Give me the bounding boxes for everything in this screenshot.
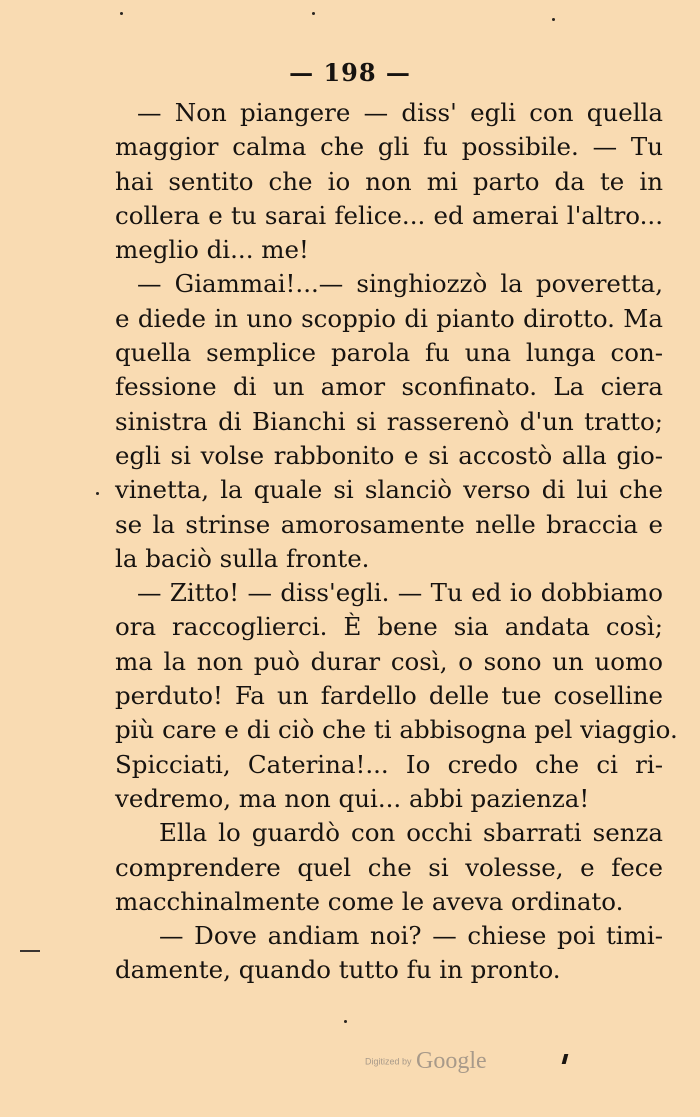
speck-dot [312,12,315,15]
margin-mark [20,950,40,952]
text-line: macchinalmente come le aveva ordinato. [115,886,624,916]
text-line: Spicciati, Caterina!... Io credo che ci ri- [115,749,663,779]
page-number: — 198 — [289,58,411,87]
speck-dot [344,1020,347,1023]
text-line: — Non piangere — diss' egli con quella [137,98,663,127]
text-line: perduto! Fa un fardello delle tue coselline [115,681,663,711]
text-line: hai sentito che io non mi parto da te in [115,166,663,196]
text-line: fessione di un amor sconfinato. La ciera [115,372,663,402]
text-line: vinetta, la quale si slanciò verso di lui che [115,475,663,505]
text-line: maggior calma che gli fu possibile. — Tu [115,132,663,162]
watermark-prefix: Digitized by [365,1056,412,1067]
text-line: ma la non può durar così, o sono un uomo [115,646,663,676]
text-line: collera e tu sarai felice... ed amerai l'altro... [115,200,663,230]
digitized-by-google-watermark [365,1048,487,1075]
speck-dot [96,492,99,495]
text-line: se la strinse amorosamente nelle braccia e [115,509,663,539]
text-line: comprendere quel che si volesse, e fece [115,852,663,882]
text-line: Ella lo guardò con occhi sbarrati senza [159,818,663,848]
text-line: meglio di... me! [115,235,309,265]
text-line: vedremo, ma non qui... abbi pazienza! [115,783,590,813]
speck-dot [552,18,555,21]
text-line: — Zitto! — diss'egli. — Tu ed io dobbiamo [137,578,663,608]
text-line: quella semplice parola fu una lunga con- [115,338,663,368]
text-line: e diede in uno scoppio di pianto dirotto. Ma [115,303,663,333]
text-line: ora raccoglierci. È bene sia andata così; [115,612,663,642]
text-line: — Dove andiam noi? — chiese poi timi- [159,921,663,951]
google-logo: Google [415,1048,487,1074]
text-line: più care e di ciò che ti abbisogna pel viaggio. [115,715,678,745]
text-line: damente, quando tutto fu in pronto. [115,955,561,985]
speck-dot [120,12,123,15]
text-line: — Giammai!...— singhiozzò la poveretta, [137,269,663,299]
body-text [115,96,678,988]
text-line: sinistra di Bianchi si rasserenò d'un tratto; [115,406,663,436]
text-line: egli si volse rabbonito e si accostò alla gio- [115,440,663,470]
ink-speck [562,1054,569,1064]
text-line: la baciò sulla fronte. [115,543,370,573]
